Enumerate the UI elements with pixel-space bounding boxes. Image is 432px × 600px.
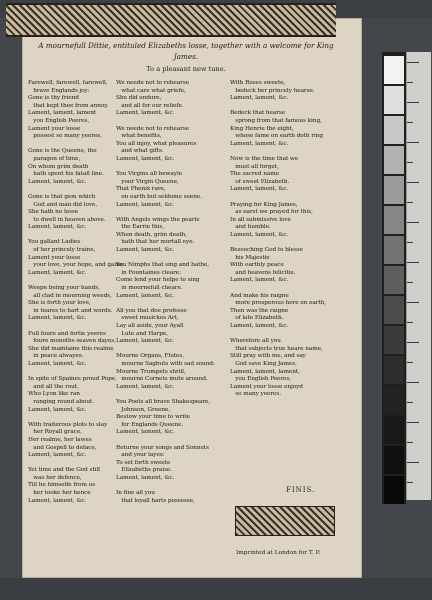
gray-patch	[384, 356, 404, 384]
ruler-tick	[407, 302, 419, 303]
ornament-block	[235, 506, 335, 536]
gray-patch	[384, 266, 404, 294]
ruler-tick	[407, 82, 413, 83]
gray-patch	[384, 56, 404, 84]
gray-patch	[384, 326, 404, 354]
verse-column-middle: We neede not to rehearse what care what griefe, She did endure, and all for our reliefe. Lament, lament, &c. We neede not to rehearse what benefits, You all injoy, what pleasures and what gifts. Lament, lament, &c. You Virgins all bewayle your Virgin Queene, That Phenix rare, on earth but seldome seene. Lament, lament, &c. With Angels wings the pearle the Earrie this, When death, grim death, hath that her mortall eye. Lament, lament, &c. You Nimphs that sing and bathe, in Fountaines cleare: Come lend your helpe to sing in mournefull cheare. Lament, lament, &c. All you that doe professe sweet musickes Art, Lay all aside, your Ayall Lute and Harpe, Lament, lament, &c. Mourne Organs, Flutes, mourne Sagbuts with sad sound: Mourne Trumpets shrill, mourne Cornets mute around. Lament, lament, &c. You Poets all brave Shakespeare, Johnson, Greene, Bestow your time to write for Englands Queene. Lament, lament, &c. Returne your songs and Sonnets and your layes: To set forth sweete Elizabeths praise. Lament, lament, &c. In fine all you that loyall harts possesse,	[116, 80, 215, 504]
gray-patch	[384, 416, 404, 444]
finis-label: FINIS.	[286, 486, 316, 494]
ruler-tick	[407, 102, 419, 103]
ruler-tick	[407, 402, 413, 403]
ruler-tick	[407, 202, 413, 203]
ruler-tick	[407, 122, 413, 123]
ruler-tick	[407, 342, 419, 343]
ruler-tick	[407, 262, 419, 263]
gray-patch	[384, 176, 404, 204]
tune-line: To a pleasant new tune.	[146, 65, 226, 73]
ruler-tick	[407, 282, 413, 283]
ruler-tick	[407, 422, 419, 423]
gray-patch	[384, 296, 404, 324]
gray-patch	[384, 116, 404, 144]
ruler-tick	[407, 222, 419, 223]
ruler-tick	[407, 462, 419, 463]
imprint-line: Imprinted at London for T. P.	[236, 550, 321, 556]
ruler-tick	[407, 162, 413, 163]
gray-patch	[384, 446, 404, 474]
ruler-tick	[407, 242, 413, 243]
ruler-tick	[407, 362, 413, 363]
ballad-title: A mournefull Dittie, entituled Elizabeths losse, together with a welcome for King James.	[38, 41, 334, 61]
gray-patch	[384, 206, 404, 234]
verse-column-right: With Roses sweete, bedeck her princely hearse. Lament, lament, &c. Bedeck that hearse sprong from that famous king, King Henrie the eight, whose fame on earth doth ring Lament, lament, &c. Now is the time that we must all forget, The sacred name of sweet Elizabeth. Lament, lament, &c. Praying for King James, as earst we prayed for this, In all submissive love and humble. Lament, lament, &c. Beseeching God to blesse his Majestie With earthly peace and heavens felicitie. Lament, lament, &c. And make his raigne more prosperous here on earth, Then was the raigne of late Elizabeth. Lament, lament, &c. Wherefore all you that subjects true heare name, Still pray with me, and say God save King James, Lament, lament, lament, you English Peeres, Lament your losse enjoyd so many yeeres.	[230, 80, 326, 398]
ruler-tick	[407, 142, 419, 143]
gray-patch	[384, 236, 404, 264]
ruler-tick	[407, 182, 419, 183]
grayscale-target	[382, 52, 406, 504]
ruler-tick	[407, 322, 413, 323]
ornamental-border	[6, 3, 336, 37]
ruler-tick	[407, 442, 413, 443]
gray-patch	[384, 476, 404, 504]
gray-patch	[384, 86, 404, 114]
ruler-tick	[407, 382, 419, 383]
ruler-tick	[407, 482, 413, 483]
gray-patch	[384, 386, 404, 414]
verse-column-left: Farewell, farewell, farewell, brave Englands joy: Gone is thy friend that kept thee from annoy. Lament, lament, lament you English Peeres, Lament your losse possest so many yeeres. Gone is the Queene, the paragon of time, On whom grim death hath spent his fatall line. Lament, lament, &c. Gone is that gem which God and man did love, She hath no lesse to dwell in heaven above. Lament, lament, &c. You gallant Ladies of her princely traine, Lament your losse your love, your hope, and gaine. Lament, lament, &c. Weepe being your hands, all clad in mourning weeds, She is forth your love, in teares to hart and words. Lament, lament, &c. Full foure and fortie yeeres foure moneths seaven dayes, She did maintaine this realme in peace alwayes. Lament, lament, &c. In spite of Spaines proud Pope, and all the rout, Who Lyon like ran ranging round about. Lament, lament, &c. With traiterous plots to slay her Royall grace, Her realme, her lawes and Gospell to deface, Lament, lament, &c. Yet time and the God still was her defence, Till he himselfe from us her tooke her hence Lament, lament, &c.	[28, 80, 125, 504]
ruler-tick	[407, 62, 419, 63]
measurement-ruler	[406, 52, 431, 500]
scan-backdrop-bottom	[0, 578, 432, 600]
gray-patch	[384, 146, 404, 174]
